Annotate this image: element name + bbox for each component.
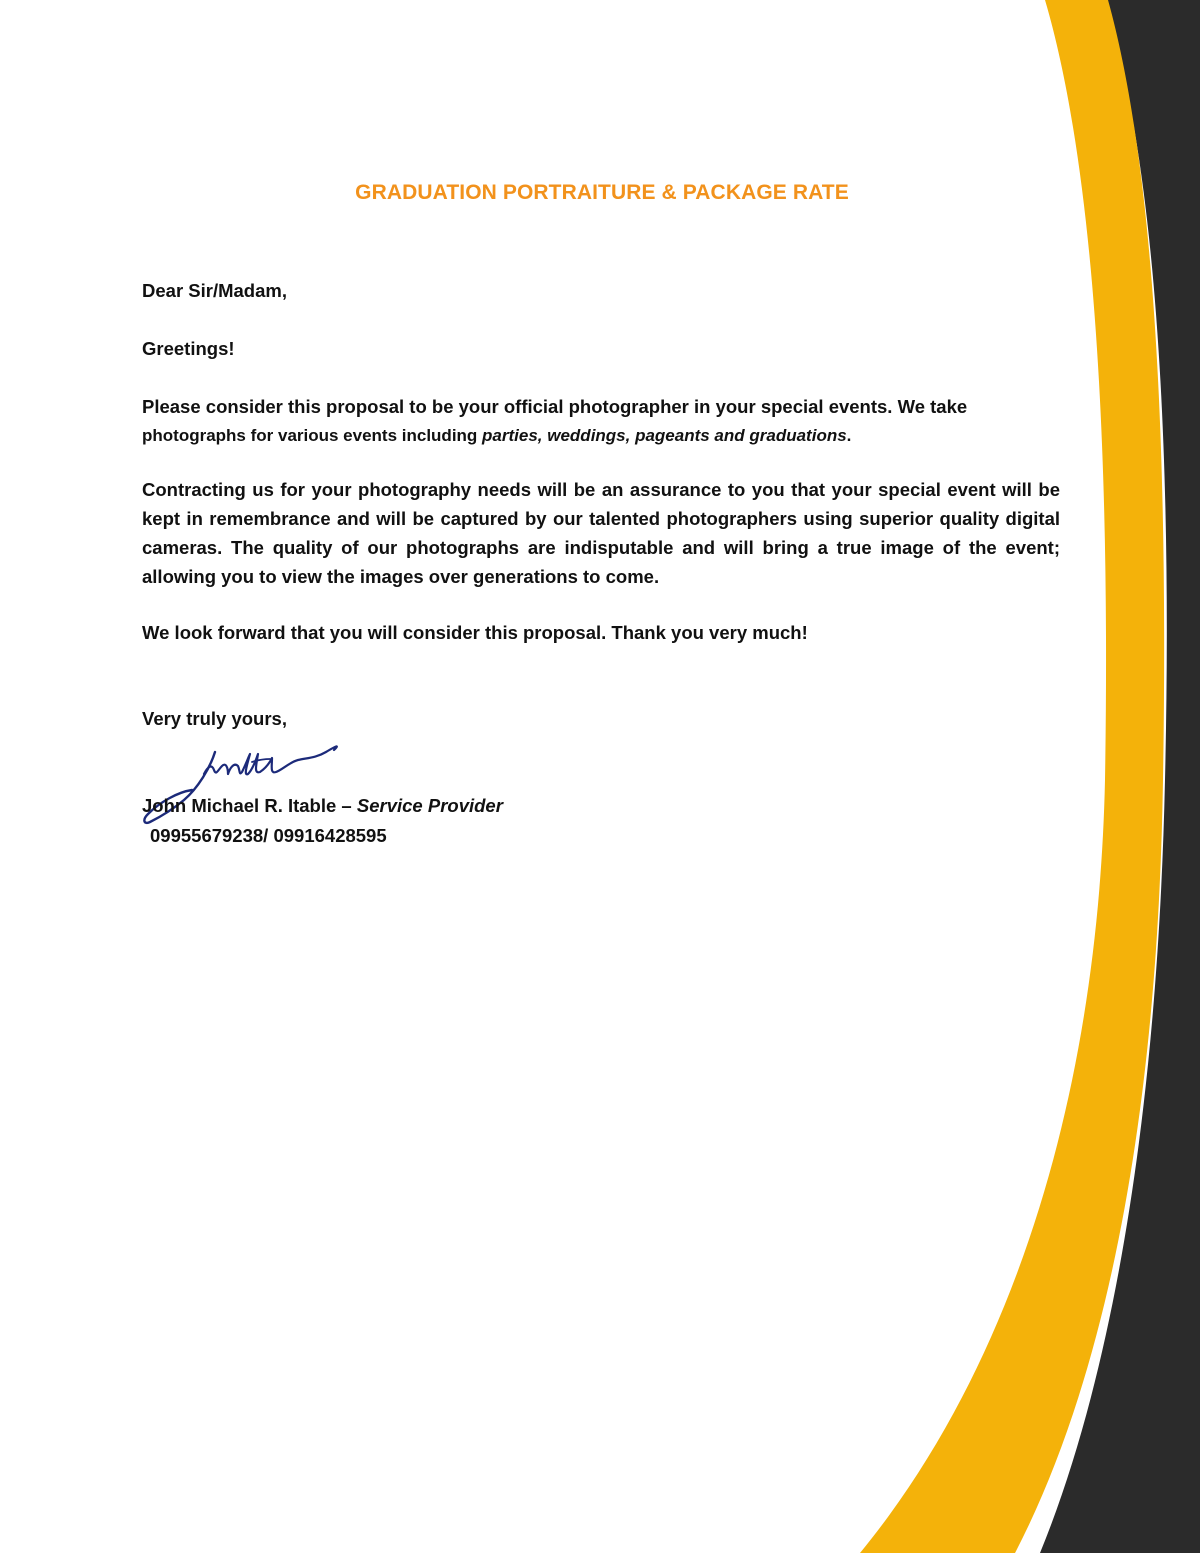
event-types: parties, weddings, pageants and graduations [482, 426, 847, 445]
paragraph-proposal-end: . [846, 426, 852, 445]
signer-role: Service Provider [356, 795, 503, 816]
greeting: Greetings! [142, 338, 235, 359]
signer-name: John Michael R. Itable [142, 795, 337, 816]
paragraph-thanks: We look forward that you will consider this proposal. Thank you very much! [142, 622, 808, 643]
page-title: GRADUATION PORTRAITURE & PACKAGE RATE [355, 181, 849, 204]
paragraph-proposal [142, 392, 1060, 450]
closing: Very truly yours, [142, 708, 287, 729]
paragraph-proposal-line2 [142, 421, 1060, 450]
signer-dash: – [336, 795, 357, 816]
paragraph-contracting: Contracting us for your photography needs will be an assurance to you that your special event will be kept in remembrance and will be captured by our talented photographers using superior quality digital cameras. The quality of our photographs are indisputable and will bring a true image of the event; allowing you to view the images over generations to come. [142, 479, 1060, 587]
signer-line [142, 791, 1060, 820]
contact-phones: 09955679238/ 09916428595 [150, 825, 387, 846]
paragraph-proposal-lead: photographs for various events including [142, 426, 483, 445]
paragraph-proposal-line1: Please consider this proposal to be your official photographer in your special events. We take [142, 396, 968, 417]
salutation: Dear Sir/Madam, [142, 280, 287, 301]
